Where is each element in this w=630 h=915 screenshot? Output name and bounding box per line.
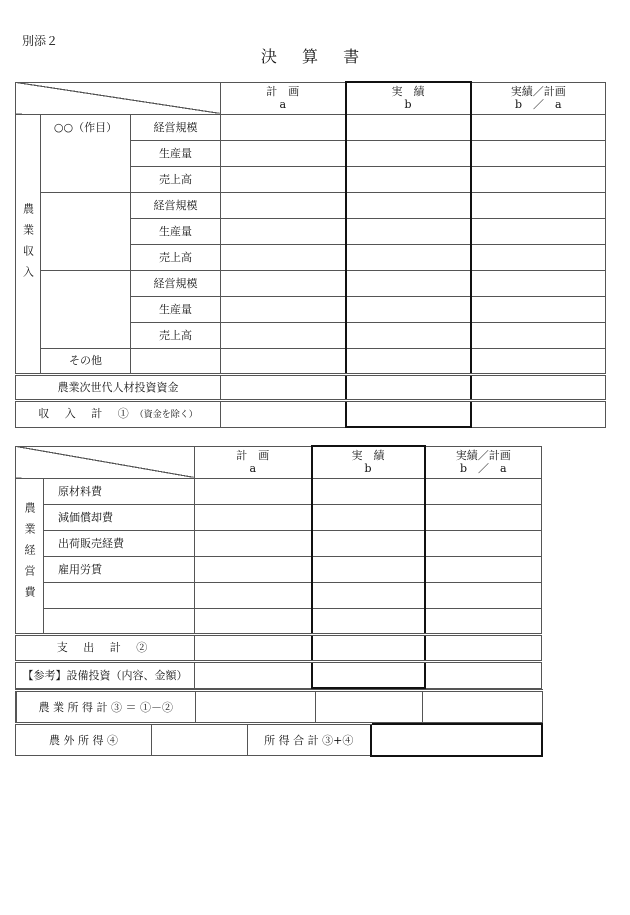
total-income-table [15, 722, 543, 757]
income-table [15, 81, 606, 428]
reference-row [16, 661, 542, 688]
plan-cell[interactable] [221, 166, 346, 192]
table-row [16, 530, 542, 556]
other-detail-cell[interactable] [131, 348, 221, 374]
actual-cell[interactable] [346, 244, 471, 270]
actual-cell[interactable] [312, 556, 425, 582]
header-diagonal-cell [16, 82, 221, 114]
table-row [16, 556, 542, 582]
plan-cell[interactable] [195, 634, 312, 661]
header-plan: 計 画 a [195, 446, 312, 478]
ratio-cell[interactable] [471, 166, 606, 192]
table-row [16, 192, 606, 218]
plan-cell[interactable] [195, 556, 312, 582]
fund-label: 農業次世代人材投資資金 [16, 374, 221, 400]
expense-item-label: 雇用労賃 [44, 556, 195, 582]
production-label: 生産量 [131, 296, 221, 322]
table-row [16, 374, 606, 400]
header-actual: 実 績 b [312, 446, 425, 478]
total-income-row [16, 724, 542, 756]
plan-cell[interactable] [195, 608, 312, 634]
plan-cell[interactable] [221, 322, 346, 348]
ratio-cell[interactable] [425, 530, 542, 556]
scale-label: 経営規模 [131, 192, 221, 218]
table-row [16, 348, 606, 374]
ratio-cell[interactable] [425, 556, 542, 582]
plan-cell[interactable] [221, 400, 346, 427]
actual-cell[interactable] [312, 608, 425, 634]
actual-cell[interactable] [312, 634, 425, 661]
header-ratio: 実績／計画 b ／ a [471, 82, 606, 114]
expense-item-label: 原材料費 [44, 478, 195, 504]
ratio-cell[interactable] [471, 244, 606, 270]
plan-cell[interactable] [221, 192, 346, 218]
header-plan: 計 画 a [221, 82, 346, 114]
actual-cell[interactable] [346, 140, 471, 166]
plan-cell[interactable] [195, 582, 312, 608]
expense-total-row [16, 634, 542, 661]
plan-cell[interactable] [221, 296, 346, 322]
plan-cell[interactable] [221, 140, 346, 166]
actual-cell[interactable] [346, 192, 471, 218]
actual-cell[interactable] [346, 296, 471, 322]
plan-cell[interactable] [195, 661, 312, 688]
attachment-label: 別添２ [22, 34, 59, 48]
production-label: 生産量 [131, 218, 221, 244]
actual-cell[interactable] [312, 530, 425, 556]
crop-3-label[interactable] [41, 270, 131, 348]
ratio-cell[interactable] [471, 374, 606, 400]
income-side-label: 農業収入 [16, 114, 41, 374]
table-row [16, 478, 542, 504]
scale-label: 経営規模 [131, 270, 221, 296]
actual-cell[interactable] [312, 661, 425, 688]
ratio-cell[interactable] [471, 400, 606, 427]
plan-cell[interactable] [195, 504, 312, 530]
expense-table [15, 445, 542, 689]
ratio-cell[interactable] [425, 504, 542, 530]
ratio-cell[interactable] [471, 114, 606, 140]
actual-cell[interactable] [346, 400, 471, 427]
reference-label: 【参考】設備投資（内容、金額） [16, 661, 195, 688]
page-title: 決 算 書 [260, 47, 370, 66]
production-label: 生産量 [131, 140, 221, 166]
farm-income-ratio-cell[interactable] [422, 691, 542, 723]
expense-item-label: 出荷販売経費 [44, 530, 195, 556]
plan-cell[interactable] [221, 270, 346, 296]
expense-header-row [16, 446, 542, 478]
ratio-cell[interactable] [425, 661, 542, 688]
actual-cell[interactable] [312, 504, 425, 530]
non-farm-income-cell[interactable] [152, 724, 248, 756]
actual-cell[interactable] [346, 270, 471, 296]
farm-income-actual-cell[interactable] [315, 691, 422, 723]
table-row [16, 582, 542, 608]
plan-cell[interactable] [195, 530, 312, 556]
farm-income-row [16, 691, 542, 723]
actual-cell[interactable] [312, 478, 425, 504]
plan-cell[interactable] [221, 114, 346, 140]
plan-cell[interactable] [221, 218, 346, 244]
income-total-label: 収 入 計 ①（資金を除く） [16, 400, 221, 427]
crop-1-label: ○○（作目） [41, 114, 131, 192]
actual-cell[interactable] [346, 348, 471, 374]
sales-label: 売上高 [131, 166, 221, 192]
header-diagonal-cell [16, 446, 195, 478]
non-farm-income-label: 農 外 所 得 ④ [16, 724, 152, 756]
header-ratio: 実績／計画 b ／ a [425, 446, 542, 478]
expense-item-blank[interactable] [44, 582, 195, 608]
ratio-cell[interactable] [471, 270, 606, 296]
scale-label: 経営規模 [131, 114, 221, 140]
sales-label: 売上高 [131, 244, 221, 270]
actual-cell[interactable] [346, 218, 471, 244]
farm-income-label: 農 業 所 得 計 ③ ＝ ①－② [16, 691, 195, 723]
crop-2-label[interactable] [41, 192, 131, 270]
ratio-cell[interactable] [425, 634, 542, 661]
expense-item-blank[interactable] [44, 608, 195, 634]
ratio-cell[interactable] [425, 582, 542, 608]
ratio-cell[interactable] [471, 296, 606, 322]
ratio-cell[interactable] [425, 608, 542, 634]
sales-label: 売上高 [131, 322, 221, 348]
plan-cell[interactable] [221, 374, 346, 400]
expense-side-label: 農業経営費 [16, 478, 44, 634]
ratio-cell[interactable] [471, 348, 606, 374]
table-row [16, 114, 606, 140]
plan-cell[interactable] [221, 244, 346, 270]
actual-cell[interactable] [346, 114, 471, 140]
actual-cell[interactable] [346, 374, 471, 400]
table-row [16, 608, 542, 634]
ratio-cell[interactable] [425, 478, 542, 504]
ratio-cell[interactable] [471, 218, 606, 244]
ratio-cell[interactable] [471, 322, 606, 348]
farm-income-plan-cell[interactable] [195, 691, 315, 723]
expense-item-label: 減価償却費 [44, 504, 195, 530]
actual-cell[interactable] [312, 582, 425, 608]
header-actual: 実 績 b [346, 82, 471, 114]
income-header-row [16, 82, 606, 114]
expense-total-label: 支 出 計 ② [16, 634, 195, 661]
actual-cell[interactable] [346, 322, 471, 348]
total-income-cell[interactable] [371, 724, 542, 756]
ratio-cell[interactable] [471, 192, 606, 218]
plan-cell[interactable] [195, 478, 312, 504]
other-label: その他 [41, 348, 131, 374]
plan-cell[interactable] [221, 348, 346, 374]
ratio-cell[interactable] [471, 140, 606, 166]
table-row [16, 504, 542, 530]
actual-cell[interactable] [346, 166, 471, 192]
income-total-row [16, 400, 606, 427]
table-row [16, 270, 606, 296]
farm-income-table [15, 689, 543, 723]
total-income-label: 所 得 合 計 ③+④ [248, 724, 371, 756]
